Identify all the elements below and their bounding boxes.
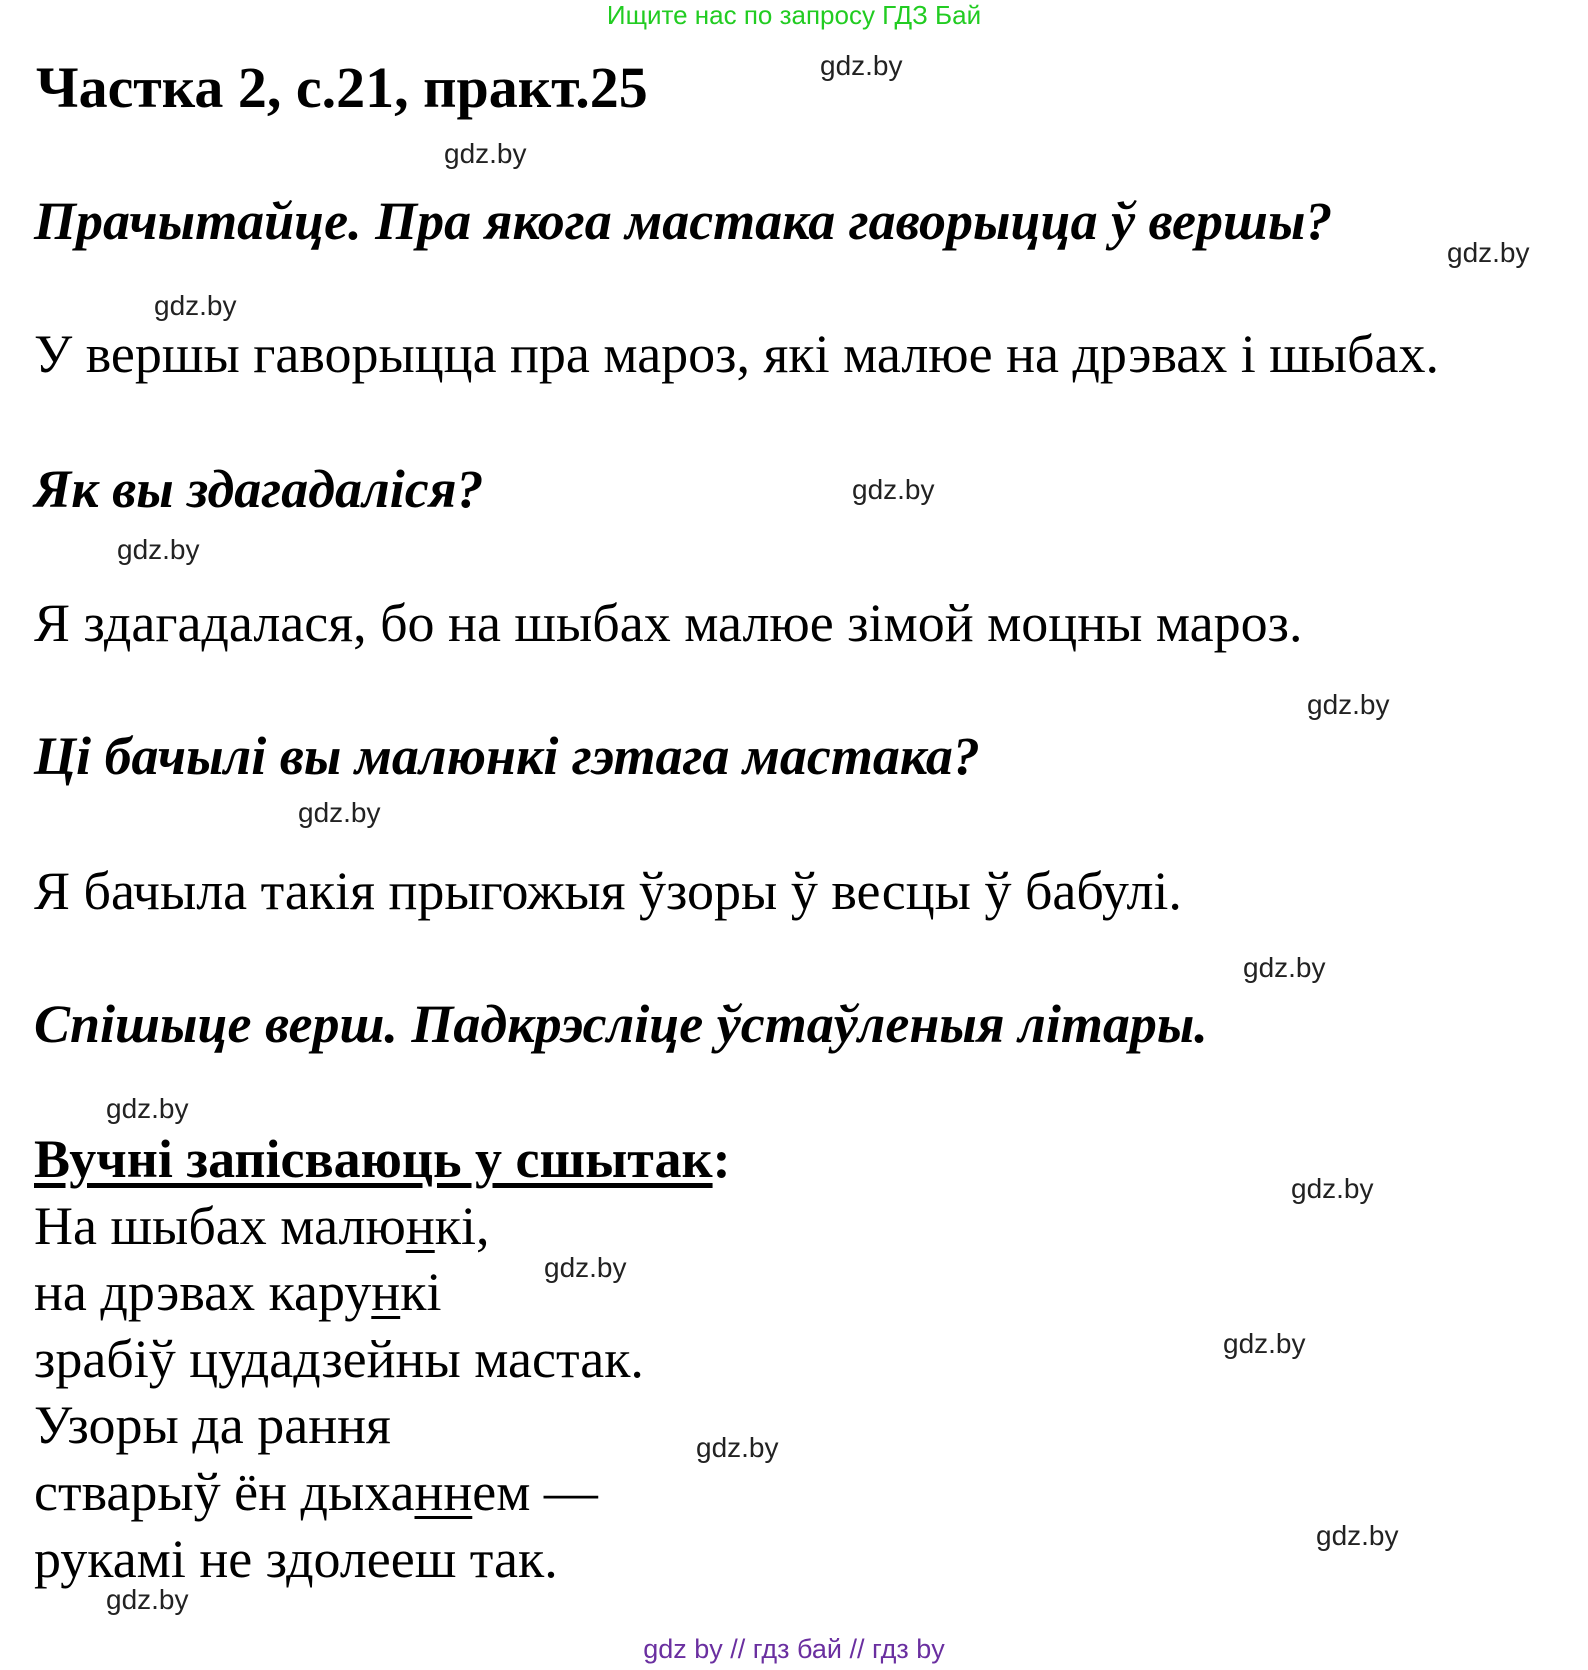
poem-line — [34, 1395, 391, 1455]
watermark: gdz.by — [1447, 237, 1530, 268]
question-4: Спішыце верш. Падкрэсліце ўстаўленыя літары. — [34, 994, 1208, 1054]
poem-text: рукамі не здолееш так. — [34, 1529, 558, 1589]
question-2: Як вы здагадаліся? — [34, 459, 484, 519]
watermark: gdz.by — [117, 534, 200, 565]
watermark: gdz.by — [820, 50, 903, 81]
poem-text: На шыбах малю — [34, 1196, 406, 1256]
watermark: gdz.by — [852, 474, 935, 505]
answer-1: У вершы гаворыцца пра мароз, які малюе на дрэвах і шыбах. — [34, 324, 1440, 384]
copy-heading-colon: : — [712, 1129, 731, 1189]
watermark: gdz.by — [544, 1252, 627, 1283]
watermark: gdz.by — [696, 1432, 779, 1463]
question-3: Ці бачылі вы малюнкі гэтага мастака? — [34, 726, 980, 786]
answer-2: Я здагадалася, бо на шыбах малюе зімой моцны мароз. — [34, 593, 1303, 653]
answer-3: Я бачыла такія прыгожыя ўзоры ў весцы ў бабулі. — [34, 861, 1182, 921]
watermark: gdz.by — [1223, 1328, 1306, 1359]
watermark: gdz.by — [1243, 952, 1326, 983]
poem-line — [34, 1462, 598, 1522]
copy-heading-text: Вучні запісваюць у сшытак — [34, 1129, 713, 1189]
underlined-letter: н — [371, 1262, 401, 1322]
poem-text: кі, — [434, 1196, 490, 1256]
poem-line — [34, 1262, 441, 1322]
poem-text: стварыў ён дыха — [34, 1462, 415, 1522]
copy-heading — [34, 1129, 731, 1189]
poem-text: зрабіў цудадзейны мастак. — [34, 1329, 644, 1389]
poem-line — [34, 1329, 644, 1389]
watermark: gdz.by — [106, 1093, 189, 1124]
search-hint: Ищите нас по запросу ГДЗ Бай — [606, 0, 982, 30]
watermark: gdz.by — [444, 138, 527, 169]
watermark: gdz.by — [1291, 1173, 1374, 1204]
question-1: Прачытайце. Пра якога мастака гаворыцца ў вершы? — [34, 191, 1333, 251]
poem-line — [34, 1196, 489, 1256]
watermark: gdz.by — [154, 290, 237, 321]
poem-text: на дрэвах кару — [34, 1262, 372, 1322]
underlined-letter: нн — [414, 1462, 473, 1522]
poem-text: Узоры да рання — [34, 1395, 391, 1455]
watermark: gdz.by — [1316, 1520, 1399, 1551]
poem-line — [34, 1529, 558, 1589]
watermark: gdz.by — [106, 1584, 189, 1615]
watermark: gdz.by — [298, 797, 381, 828]
footer-links: gdz by // гдз бай // гдз by — [643, 1634, 945, 1664]
poem-text: ем — — [472, 1462, 598, 1522]
page-title: Частка 2, с.21, практ.25 — [36, 55, 648, 120]
underlined-letter: н — [405, 1196, 435, 1256]
poem-text: кі — [400, 1262, 442, 1322]
watermark: gdz.by — [1307, 689, 1390, 720]
